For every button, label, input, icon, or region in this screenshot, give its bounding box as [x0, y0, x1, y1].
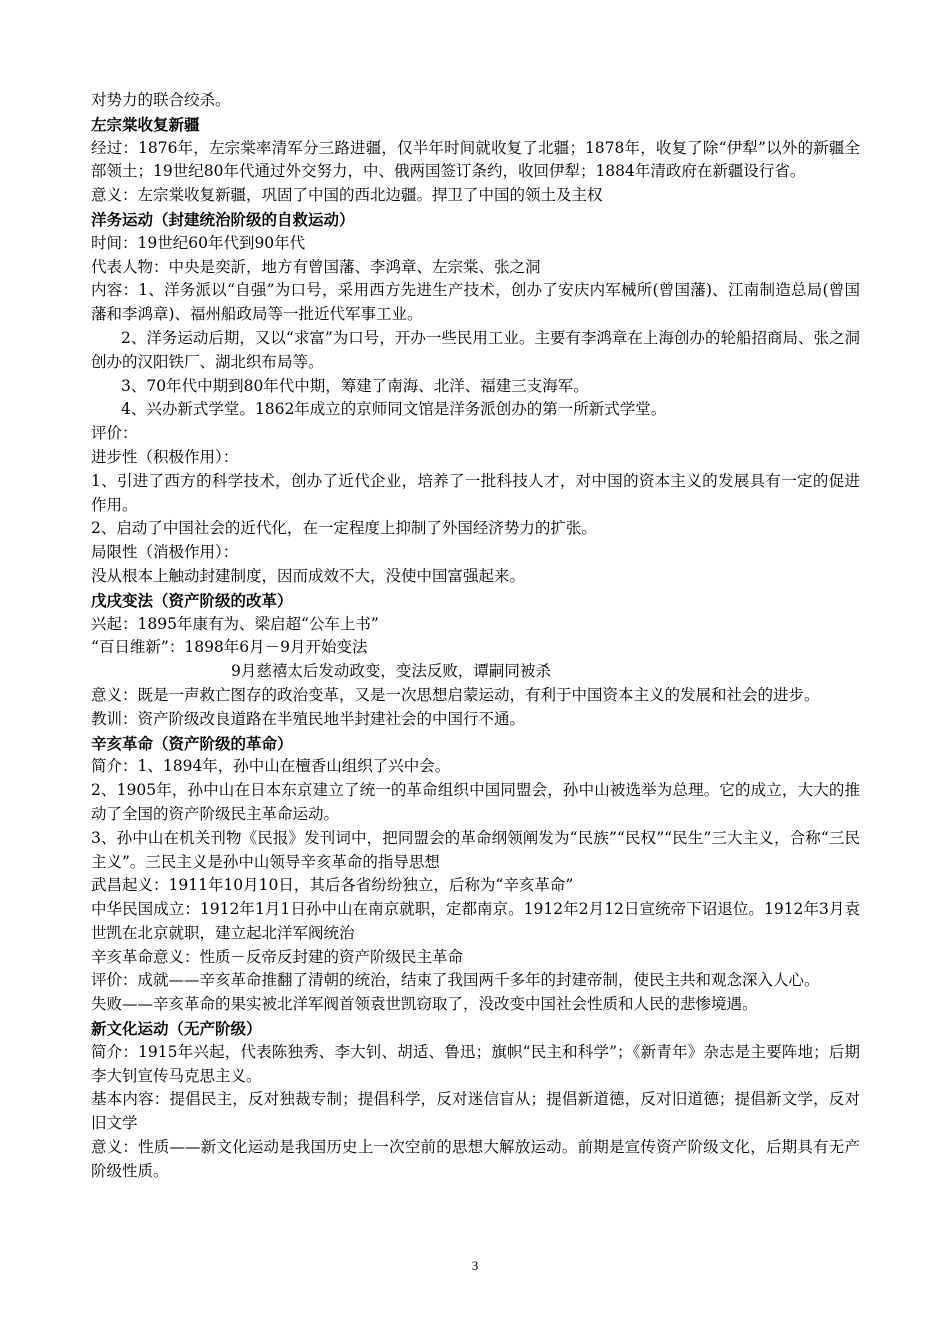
text-paragraph: 内容：1、洋务派以“自强”为口号，采用西方先进生产技术，创办了安庆内军械所(曾国藩)、江南制造总局(曾国藩和李鸿章)、福州船政局等一批近代军事工业。 — [91, 281, 860, 324]
text-paragraph: 简介：1、1894年，孙中山在檀香山组织了兴中会。 — [91, 757, 451, 776]
text-paragraph: 武昌起义：1911年10月10日，其后各省纷纷独立，后称为“辛亥革命” — [91, 876, 574, 895]
text-paragraph: 3、70年代中期到80年代中期，筹建了南海、北洋、福建三支海军。 — [121, 376, 589, 395]
document-body — [91, 89, 860, 1184]
text-paragraph: 9月慈禧太后发动政变，变法反败，谭嗣同被杀 — [231, 662, 551, 681]
section-heading: 戊戌变法（资产阶级的改革） — [91, 590, 293, 610]
text-paragraph: “百日维新”：1898年6月－9月开始变法 — [91, 638, 368, 657]
section-heading: 左宗棠收复新疆 — [91, 114, 200, 134]
text-paragraph: 4、兴办新式学堂。1862年成立的京师同文馆是洋务派创办的第一所新式学堂。 — [121, 400, 667, 419]
section-heading: 新文化运动（无产阶级） — [91, 1019, 262, 1039]
page-number: 3 — [471, 1258, 479, 1273]
text-paragraph: 辛亥革命意义：性质－反帝反封建的资产阶级民主革命 — [91, 947, 464, 966]
text-paragraph: 进步性（积极作用）： — [91, 447, 239, 466]
text-paragraph: 教训：资产阶级改良道路在半殖民地半封建社会的中国行不通。 — [91, 709, 526, 728]
text-paragraph: 失败——辛亥革命的果实被北洋军阀首领袁世凯窃取了，没改变中国社会性质和人民的悲惨境遇。 — [91, 995, 758, 1014]
text-paragraph: 意义：左宗棠收复新疆，巩固了中国的西北边疆。捍卫了中国的领土及主权 — [91, 186, 603, 205]
text-paragraph: 经过：1876年，左宗棠率清军分三路进疆，仅半年时间就收复了北疆；1878年，收复了除“伊犁”以外的新疆全部领土；19世纪80年代通过外交努力，中、俄两国签订条约，收回伊犁；1884年清政府在新疆设行省。 — [91, 138, 860, 181]
text-paragraph: 评价：成就——辛亥革命推翻了清朝的统治，结束了我国两千多年的封建帝制，使民主共和观念深入人心。 — [91, 971, 820, 990]
text-paragraph: 1、引进了西方的科学技术，创办了近代企业，培养了一批科技人才，对中国的资本主义的发展具有一定的促进作用。 — [91, 471, 860, 514]
text-paragraph: 兴起：1895年康有为、梁启超“公车上书” — [91, 614, 379, 633]
text-paragraph: 2、1905年，孙中山在日本东京建立了统一的革命组织中国同盟会，孙中山被选举为总理。它的成立，大大的推动了全国的资产阶级民主革命运动。 — [91, 781, 860, 823]
text-paragraph: 2、洋务运动后期，又以“求富”为口号，开办一些民用工业。主要有李鸿章在上海创办的轮船招商局、张之洞创办的汉阳铁厂、湖北织布局等。 — [91, 328, 860, 371]
text-paragraph: 对势力的联合绞杀。 — [91, 91, 231, 109]
text-paragraph: 评价： — [91, 424, 138, 443]
text-paragraph: 局限性（消极作用）： — [91, 543, 239, 562]
text-paragraph: 中华民国成立：1912年1月1日孙中山在南京就职，定都南京。1912年2月12日宣统帝下诏退位。1912年3月袁世凯在北京就职，建立起北洋军阀统治 — [91, 900, 860, 942]
text-paragraph: 2、启动了中国社会的近代化，在一定程度上抑制了外国经济势力的扩张。 — [91, 519, 597, 538]
text-paragraph: 简介：1915年兴起，代表陈独秀、李大钊、胡适、鲁迅；旗帜“民主和科学”；《新青年》杂志是主要阵地；后期李大钊宣传马克思主义。 — [91, 1042, 860, 1085]
text-paragraph: 3、孙中山在机关刊物《民报》发刊词中，把同盟会的革命纲领阐发为“民族”“民权”“民生”三大主义，合称“三民主义”。三民主义是孙中山领导辛亥革命的指导思想 — [91, 828, 860, 871]
text-paragraph: 意义：既是一声救亡图存的政治变革，又是一次思想启蒙运动，有利于中国资本主义的发展和社会的进步。 — [91, 685, 820, 704]
text-paragraph: 意义：性质——新文化运动是我国历史上一次空前的思想大解放运动。前期是宣传资产阶级文化，后期具有无产阶级性质。 — [91, 1138, 860, 1180]
text-paragraph: 代表人物：中央是奕訢，地方有曾国藩、李鸿章、左宗棠、张之洞 — [91, 257, 541, 276]
text-paragraph: 没从根本上触动封建制度，因而成效不大，没使中国富强起来。 — [91, 566, 526, 585]
section-heading: 辛亥革命（资产阶级的革命） — [91, 733, 293, 753]
section-heading: 洋务运动（封建统治阶级的自救运动） — [91, 209, 355, 229]
text-paragraph: 时间：19世纪60年代到90年代 — [91, 233, 306, 252]
text-paragraph: 基本内容：提倡民主，反对独裁专制；提倡科学，反对迷信盲从；提倡新道德，反对旧道德；提倡新文学，反对旧文学 — [91, 1090, 860, 1133]
